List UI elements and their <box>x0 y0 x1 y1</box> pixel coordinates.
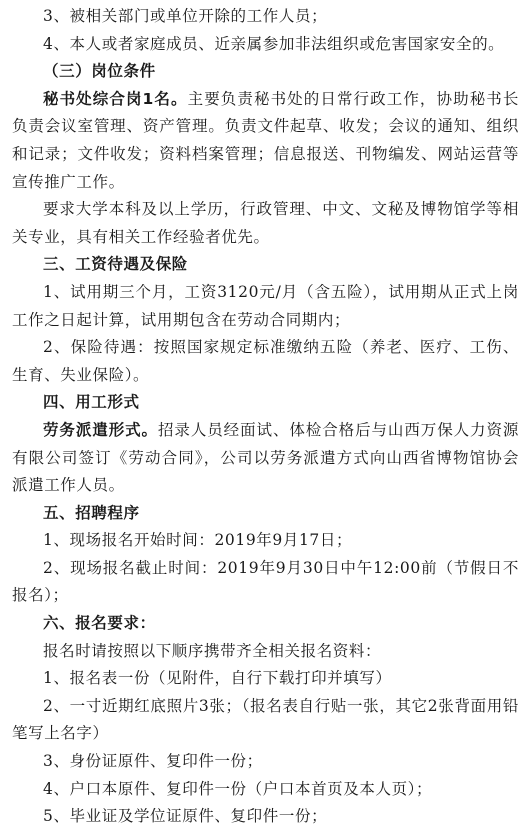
employment-text: 招录人员经面试、体检合格后与山西万保人力资源有限公司签订《劳动合同》，公司以劳务派遣方式向山西省博物馆协会派遣工作人员。 <box>12 420 520 495</box>
procedure-item-1: 1、现场报名开始时间：2019年9月17日； <box>43 531 353 550</box>
employment-title: 劳务派遣形式。 <box>43 420 158 439</box>
heading-requirements: 六、报名要求： <box>43 614 156 633</box>
employment-paragraph <box>12 417 519 500</box>
item-illegal-org: 4、本人或者家庭成员、近亲属参加非法组织或危害国家安全的。 <box>43 34 505 53</box>
req-item-1: 1、报名表一份（见附件，自行下载打印并填写） <box>43 669 392 688</box>
item-dismissed: 3、被相关部门或单位开除的工作人员； <box>43 7 328 25</box>
position-duty: 主要负责秘书处的日常行政工作，协助秘书长负责会议室管理、资产管理。负责文件起草、收发；会议的通知、组织和记录；文件收发；资料档案管理；信息报送、刊物编发、网站运营等宣传推广工作。 <box>12 89 519 191</box>
salary-item-1: 1、试用期三个月，工资3120元/月（含五险），试用期从正式上岗工作之日起计算，试用期包含在劳动合同期内； <box>12 282 519 329</box>
req-item-4: 4、户口本原件、复印件一份（户口本首页及本人页）； <box>43 779 433 798</box>
position-title: 秘书处综合岗1名。 <box>43 89 188 108</box>
heading-employment: 四、用工形式 <box>43 393 140 412</box>
requirements-intro: 报名时请按照以下顺序携带齐全相关报名资料： <box>43 641 382 660</box>
position-paragraph <box>12 86 519 196</box>
heading-procedure: 五、招聘程序 <box>43 503 140 522</box>
position-requirement: 要求大学本科及以上学历，行政管理、中文、文秘及博物馆学等相关专业，具有相关工作经验者优先。 <box>12 200 519 246</box>
heading-salary: 三、工资待遇及保险 <box>43 255 188 274</box>
heading-conditions: （三）岗位条件 <box>43 62 156 81</box>
salary-item-2: 2、保险待遇：按照国家规定标准缴纳五险（养老、医疗、工伤、生育、失业保险）。 <box>12 338 519 384</box>
req-item-3: 3、身份证原件、复印件一份； <box>43 752 263 771</box>
req-item-2: 2、一寸近期红底照片3张；（报名表自行贴一张，其它2张背面用铅笔写上名字） <box>12 696 519 743</box>
req-item-5: 5、毕业证及学位证原件、复印件一份； <box>43 807 328 826</box>
procedure-item-2: 2、现场报名截止时间：2019年9月30日中午12:00前（节假日不报名）； <box>12 558 519 605</box>
